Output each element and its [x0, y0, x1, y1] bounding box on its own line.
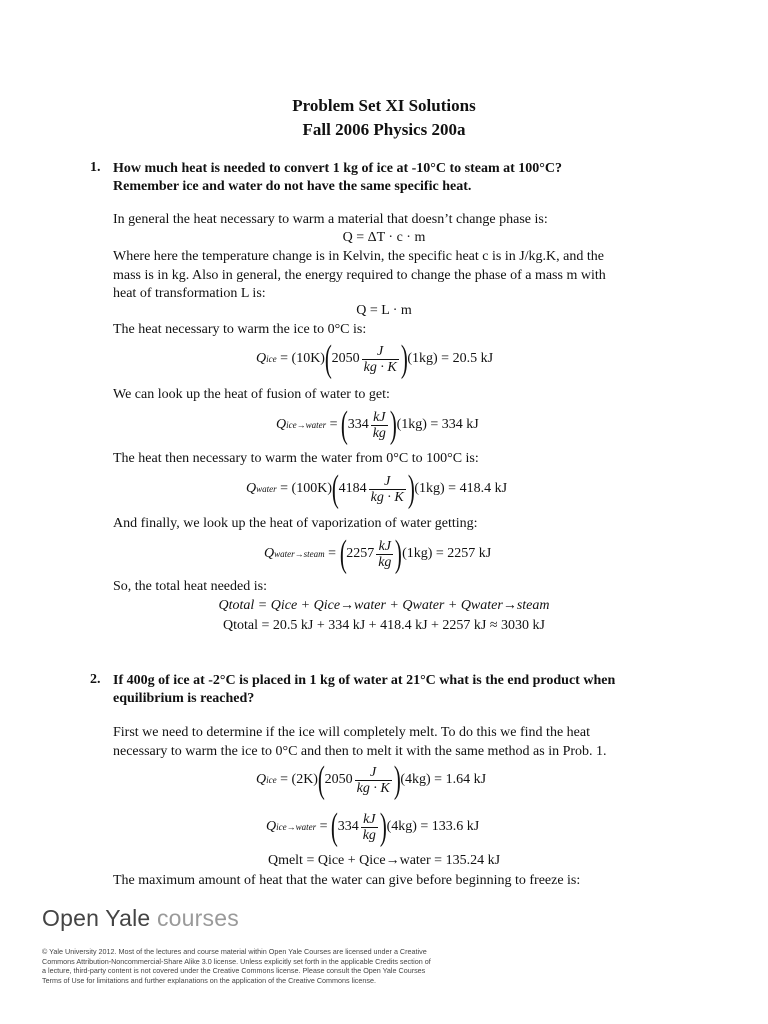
problem-1-paragraph-2-line1: Where here the temperature change is in Kelvin, the specific heat c is in J/kg.K, and the — [113, 249, 604, 264]
problem-1-paragraph-1: In general the heat necessary to warm a material that doesn’t change phase is: — [113, 212, 548, 227]
document-subtitle: Fall 2006 Physics 200a — [302, 120, 466, 139]
problem-1-paragraph-4: We can look up the heat of fusion of water to get: — [113, 387, 390, 402]
problem-1-question-line1: How much heat is needed to convert 1 kg of ice at -10°C to steam at 100°C? — [113, 161, 563, 176]
equation-p2-q-ice: Q ice = (2K) ( 2050 $\frac{J}{kg \cdot K}$ ) (4kg) = 1.64 kJ — [256, 759, 487, 801]
problem-2-paragraph-1-line2: necessary to warm the ice to 0°C and then to melt it with the same method as in Prob. 1. — [113, 743, 607, 759]
equation-q-total-sum: Qtotal = Qice + Qice→water + Qwater + Qwater→steam — [218, 598, 550, 613]
equation-p2-q-fusion: Q ice→water = ( 334 $\frac{kJ}{kg}$ ) (4kg) = 133.6 kJ — [266, 806, 480, 848]
equation-phase-change: Q = L · m — [356, 303, 412, 318]
problem-2-question-line2: equilibrium is reached? — [113, 691, 255, 706]
problem-1-question — [113, 160, 658, 196]
problem-2-question-line1: If 400g of ice at -2°C is placed in 1 kg of water at 21°C what is the end product when — [113, 673, 616, 688]
equation-q-ice: Q ice = (10K) ( 2050 $\frac{J}{kg \cdot K}$ ) (1kg) = 20.5 kJ — [256, 338, 494, 380]
problem-1-paragraph-2 — [113, 248, 673, 304]
problem-2-paragraph-1-line1: First we need to determine if the ice will completely melt. To do this we find the heat — [113, 725, 590, 740]
equation-q-vaporization: Q water→steam = ( 2257 $\frac{kJ}{kg}$ ) (1kg) = 2257 kJ — [264, 533, 492, 575]
equation-q-fusion: Q ice→water = ( 334 $\frac{kJ}{kg}$ ) (1kg) = 334 kJ — [276, 404, 479, 446]
equation-p2-q-melt: Qmelt = Qice + Qice→water = 135.24 kJ — [267, 853, 501, 868]
problem-2-paragraph-1 — [113, 724, 673, 761]
problem-2-paragraph-2: The maximum amount of heat that the water can give before beginning to freeze is: — [113, 873, 581, 888]
problem-1-paragraph-6: And finally, we look up the heat of vaporization of water getting: — [113, 516, 478, 531]
equation-q-total-value: Qtotal = 20.5 kJ + 334 kJ + 418.4 kJ + 2257 kJ ≈ 3030 kJ — [223, 618, 545, 633]
problem-1-paragraph-5: The heat then necessary to warm the water from 0°C to 100°C is: — [113, 451, 479, 466]
problem-1-question-line2: Remember ice and water do not have the same specific heat. — [113, 179, 472, 194]
problem-1-paragraph-2-line3: heat of transformation L is: — [113, 286, 266, 301]
problem-1-paragraph-3: The heat necessary to warm the ice to 0°C is: — [113, 322, 367, 337]
problem-1-paragraph-2-line2: mass is in kg. Also in general, the energy required to change the phase of a mass m with — [113, 267, 606, 283]
brand-courses: courses — [156, 905, 239, 931]
document-title: Problem Set XI Solutions — [292, 96, 476, 115]
problem-2-question — [113, 672, 658, 708]
equation-q-water: Q water = (100K) ( 4184 $\frac{J}{kg \cdot K}$ ) (1kg) = 418.4 kJ — [246, 468, 508, 510]
problem-2-number: 2. — [90, 672, 101, 687]
license-notice: © Yale University 2012. Most of the lectures and course material within Open Yale Courses are licensed under a Creative Commons Attribution-Noncommercial-Share Alike 3.0 license. Unless explicitly set forth in the applicable Credits section of a lecture, third-party content is not covered under the Creative Commons license. Please consult the Open Yale Courses Terms of Use for limitations and further explanations on the application of the Creative Commons license. — [42, 947, 431, 985]
open-yale-courses-logo — [42, 905, 239, 932]
problem-1-paragraph-7: So, the total heat needed is: — [113, 579, 267, 594]
equation-heat-general: Q = ΔT · c · m — [342, 230, 426, 245]
problem-1-number: 1. — [90, 160, 101, 175]
brand-main: Open Yale — [42, 905, 151, 931]
